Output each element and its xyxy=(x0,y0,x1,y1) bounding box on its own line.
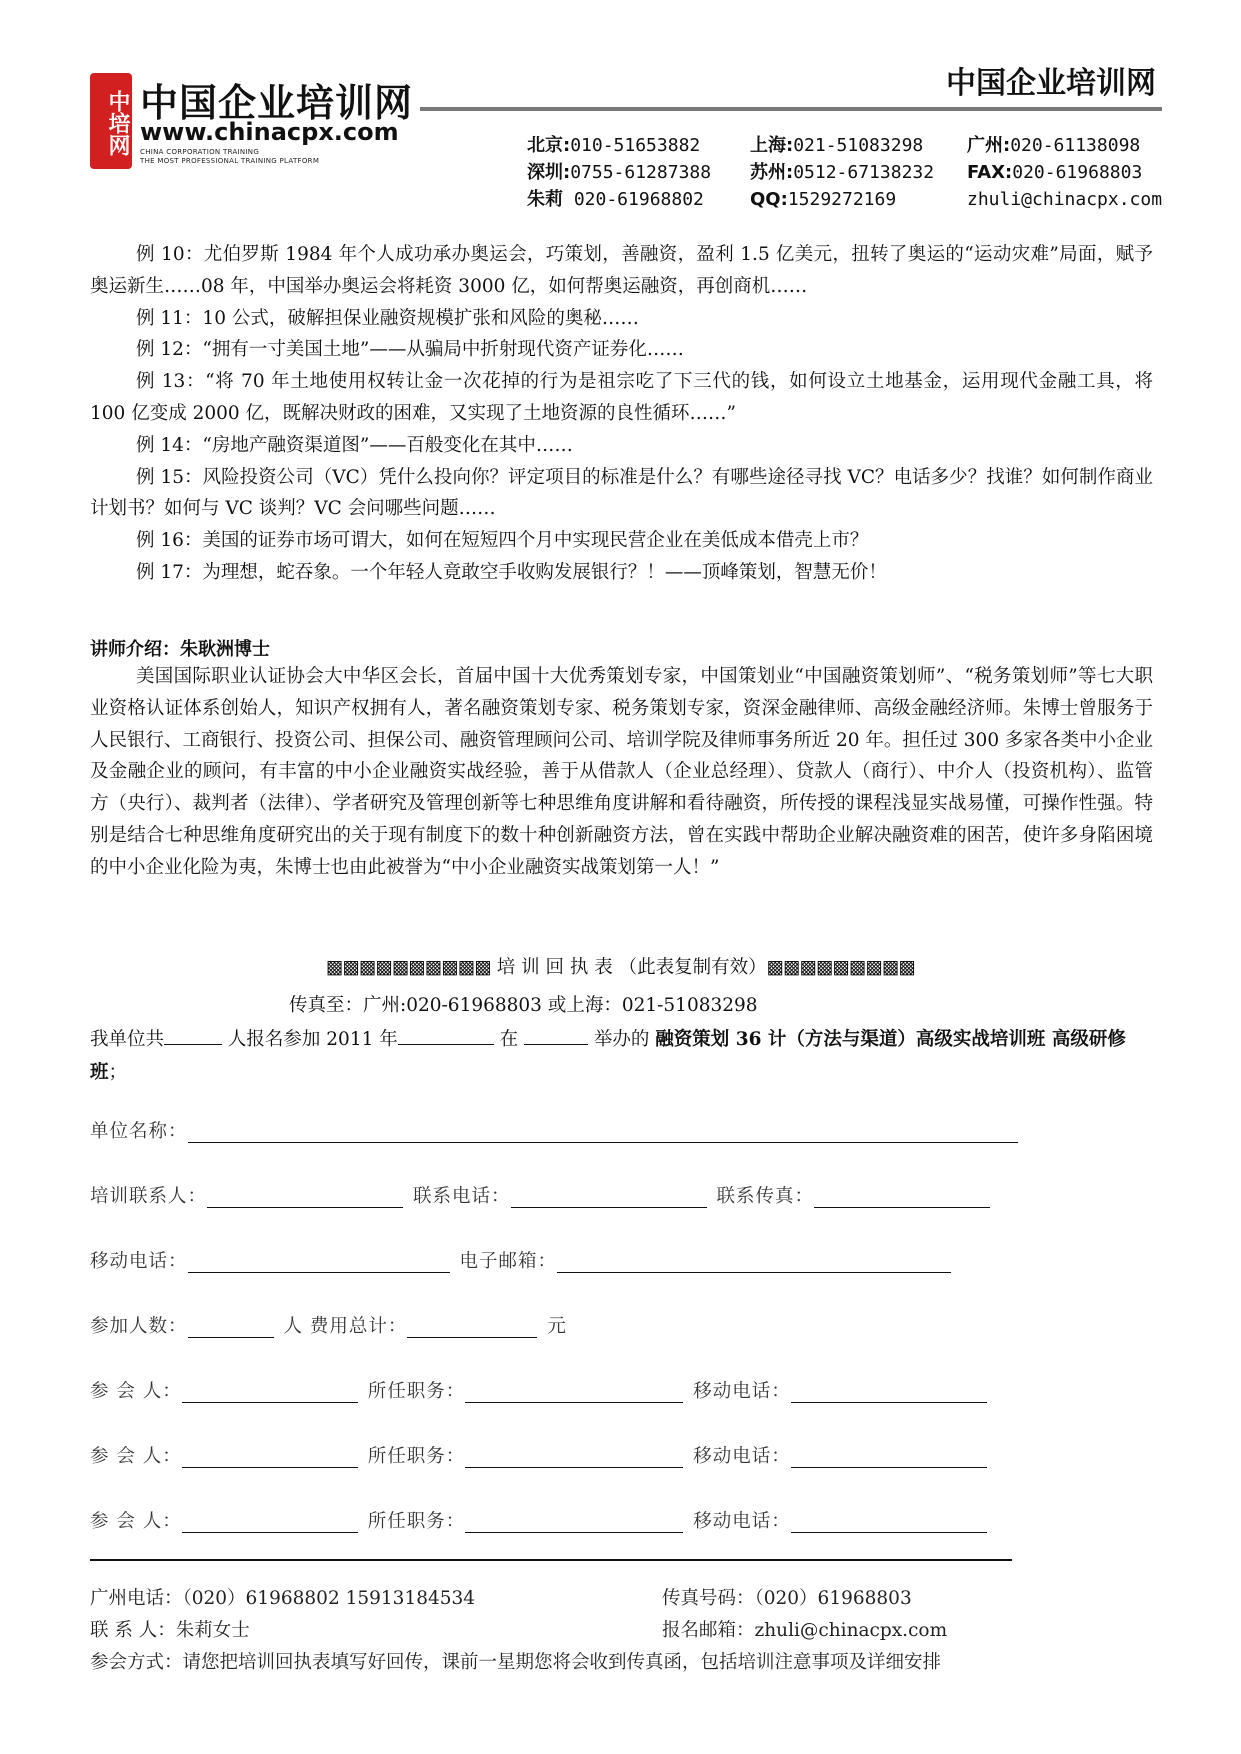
fax-line: 传真至：广州:020-61968803 或上海：021-51083298 xyxy=(289,995,758,1016)
position-field[interactable] xyxy=(465,1516,683,1533)
logo-title: 中国企业培训网 xyxy=(140,81,414,125)
field-label: 移动电话： xyxy=(693,1446,791,1467)
location-blank[interactable] xyxy=(524,1028,588,1045)
example-item: 例 15：风险投资公司（VC）凭什么投向你？评定项目的标准是什么？有哪些途径寻找 VC？电话多少？找谁？如何制作商业计划书？如何与 VC 谈判？VC 会问哪些问题…… xyxy=(90,466,1153,520)
example-item: 例 17：为理想，蛇吞象。一个年轻人竟敢空手收购发展银行？！——顶峰策划，智慧无价！ xyxy=(136,561,887,583)
form-row xyxy=(90,1247,961,1273)
contact-phone-field[interactable] xyxy=(511,1191,707,1208)
contact-value: 1529272169 xyxy=(787,189,897,210)
field-label: 培训联系人： xyxy=(90,1186,208,1207)
field-label: 元 xyxy=(547,1316,567,1337)
footer-fax: 传真号码：（020）61968803 xyxy=(662,1588,912,1609)
field-label: 参 会 人： xyxy=(90,1446,182,1467)
attendee-name-field[interactable] xyxy=(182,1516,358,1533)
logo-tagline: THE MOST PROFESSIONAL TRAINING PLATFORM xyxy=(140,157,320,165)
contact-label: 上海: xyxy=(750,135,794,156)
attendee-mobile-field[interactable] xyxy=(791,1516,987,1533)
intro-text: 人报名参加 2011 年 xyxy=(222,1029,398,1050)
contact-value: 020-61968803 xyxy=(1012,162,1143,183)
lecturer-bio-block xyxy=(90,661,1153,884)
attendee-name-field[interactable] xyxy=(182,1386,358,1403)
contact-label: QQ: xyxy=(750,189,788,210)
form-row xyxy=(90,1182,1000,1208)
example-item: 例 12：“拥有一寸美国土地”——从骗局中折射现代资产证券化…… xyxy=(136,339,684,361)
footer-contact: 联 系 人：朱莉女士 xyxy=(90,1620,250,1641)
header-divider xyxy=(420,107,1162,111)
contact-value: 0512-67138232 xyxy=(793,162,935,183)
contact-label: 苏州: xyxy=(750,162,794,183)
course-name: 融资策划 36 计（方法与渠道）高级实战培训班 高级研修班 xyxy=(90,1029,1126,1083)
logo-tagline: CHINA CORPORATION TRAINING xyxy=(140,148,260,156)
field-label: 参加人数： xyxy=(90,1316,188,1337)
example-item: 例 14：“房地产融资渠道图”——百般变化在其中…… xyxy=(136,434,573,456)
attendee-name-field[interactable] xyxy=(182,1451,358,1468)
contact-grid xyxy=(527,132,1162,213)
field-label: 移动电话： xyxy=(693,1381,791,1402)
field-label: 单位名称： xyxy=(90,1121,188,1142)
field-label: 电子邮箱： xyxy=(459,1251,558,1272)
intro-text: 举办的 xyxy=(588,1029,656,1050)
mobile-field[interactable] xyxy=(188,1256,450,1273)
contact-label: 广州: xyxy=(967,135,1011,156)
decor-blocks: ▩▩▩▩▩▩▩▩▩ xyxy=(766,957,915,978)
logo-seal: 中培网 xyxy=(90,73,132,169)
contact-fax-field[interactable] xyxy=(814,1191,990,1208)
lecturer-heading: 讲师介绍：朱耿洲博士 xyxy=(90,639,270,660)
field-label: 人 费用总计： xyxy=(283,1316,408,1337)
contact-value: 020-61968802 xyxy=(563,189,704,210)
field-label: 参 会 人： xyxy=(90,1511,182,1532)
position-field[interactable] xyxy=(465,1451,683,1468)
brand-title: 中国企业培训网 xyxy=(946,66,1156,101)
intro-text: 我单位共 xyxy=(90,1029,165,1050)
logo-url[interactable]: www.chinacpx.com xyxy=(140,118,399,146)
contact-person-field[interactable] xyxy=(207,1191,403,1208)
form-title xyxy=(0,953,1241,979)
contact-label: 北京: xyxy=(527,135,571,156)
contact-row xyxy=(527,159,1162,186)
contact-value: 010-51653882 xyxy=(570,135,701,156)
field-label: 所任职务： xyxy=(367,1381,466,1402)
form-intro xyxy=(90,1023,1153,1089)
attendee-mobile-field[interactable] xyxy=(791,1386,987,1403)
attendee-mobile-field[interactable] xyxy=(791,1451,987,1468)
headcount-blank[interactable] xyxy=(164,1028,222,1045)
contact-label: FAX: xyxy=(967,162,1013,183)
field-label: 移动电话： xyxy=(693,1511,791,1532)
field-label: 移动电话： xyxy=(90,1251,188,1272)
form-row xyxy=(90,1312,567,1338)
footer-email[interactable]: 报名邮箱：zhuli@chinacpx.com xyxy=(662,1620,948,1641)
attendee-row xyxy=(90,1442,997,1468)
example-item: 例 11：10 公式，破解担保业融资规模扩张和风险的奥秘…… xyxy=(136,307,639,329)
contact-row xyxy=(527,132,1162,159)
examples-list xyxy=(90,239,1153,589)
attendee-row xyxy=(90,1507,997,1533)
intro-text: ； xyxy=(108,1062,128,1083)
example-item: 例 16：美国的证券市场可谓大，如何在短短四个月中实现民营企业在美低成本借壳上市？ xyxy=(136,530,869,552)
field-label: 参 会 人： xyxy=(90,1381,182,1402)
contact-value: 0755-61287388 xyxy=(570,162,712,183)
contact-label: 朱莉 xyxy=(527,189,563,210)
contact-row xyxy=(527,186,1162,213)
position-field[interactable] xyxy=(465,1386,683,1403)
total-fee-field[interactable] xyxy=(407,1321,537,1338)
contact-email[interactable]: zhuli@chinacpx.com xyxy=(967,189,1163,210)
contact-value: 021-51083298 xyxy=(793,135,924,156)
example-item: 例 10：尤伯罗斯 1984 年个人成功承办奥运会，巧策划，善融资，盈利 1.5 亿美元，扭转了奥运的“运动灾难”局面，赋予奥运新生……08 年，中国举办奥运会将耗资 3000 亿，如何帮奥运融资，再创商机…… xyxy=(90,244,1153,297)
attendee-count-field[interactable] xyxy=(188,1321,274,1338)
field-label: 联系传真： xyxy=(716,1186,815,1207)
field-label: 联系电话： xyxy=(413,1186,511,1207)
intro-text: 在 xyxy=(493,1029,525,1050)
form-row xyxy=(90,1117,1028,1143)
lecturer-bio: 美国国际职业认证协会大中华区会长，首届中国十大优秀策划专家，中国策划业“中国融资策划师”、“税务策划师”等七大职业资格认证体系创始人，知识产权拥有人，著名融资策划专家、税务策划专家，资深金融律师、高级金融经济师。朱博士曾服务于人民银行、工商银行、投资公司、担保公司、融资管理顾问公司、培训学院及律师事务所近 20 年。担任过 300 多家各类中小企业及金融企业的顾问，有丰富的中小企业融资实战经验，善于从借款人（企业总经理）、贷款人（商行）、中介人（投资机构）、监管方（央行）、裁判者（法律）、学者研究及管理创新等七种思维角度讲解和看待融资，所传授的课程浅显实战易懂，可操作性强。特别是结合七种思维角度研究出的关于现有制度下的数十种创新融资方法，曾在实践中帮助企业解决融资难的困苦，使许多身陷困境的中小企业化险为夷，朱博士也由此被誉为“中小企业融资实战策划第一人！” xyxy=(90,666,1153,878)
field-label: 所任职务： xyxy=(367,1446,466,1467)
attendee-row xyxy=(90,1377,997,1403)
month-blank[interactable] xyxy=(398,1028,494,1045)
contact-label: 深圳: xyxy=(527,162,571,183)
contact-value: 020-61138098 xyxy=(1010,135,1141,156)
form-bottom-divider xyxy=(90,1559,1012,1561)
form-title-text: 培 训 回 执 表 （此表复制有效） xyxy=(490,957,767,978)
decor-blocks: ▩▩▩▩▩▩▩▩▩▩ xyxy=(326,957,491,978)
email-field[interactable] xyxy=(557,1256,951,1273)
field-label: 所任职务： xyxy=(367,1511,466,1532)
example-item: 例 13：“将 70 年土地使用权转让金一次花掉的行为是祖宗吃了下三代的钱，如何设立土地基金，运用现代金融工具，将 100 亿变成 2000 亿，既解决财政的困难，又实现了土地资源的良性循环……” xyxy=(90,371,1153,424)
footer-method: 参会方式：请您把培训回执表填写好回传，课前一星期您将会收到传真函，包括培训注意事项及详细安排 xyxy=(90,1652,942,1673)
unit-name-field[interactable] xyxy=(188,1126,1018,1143)
footer-phone: 广州电话：（020）61968802 15913184534 xyxy=(90,1588,476,1609)
